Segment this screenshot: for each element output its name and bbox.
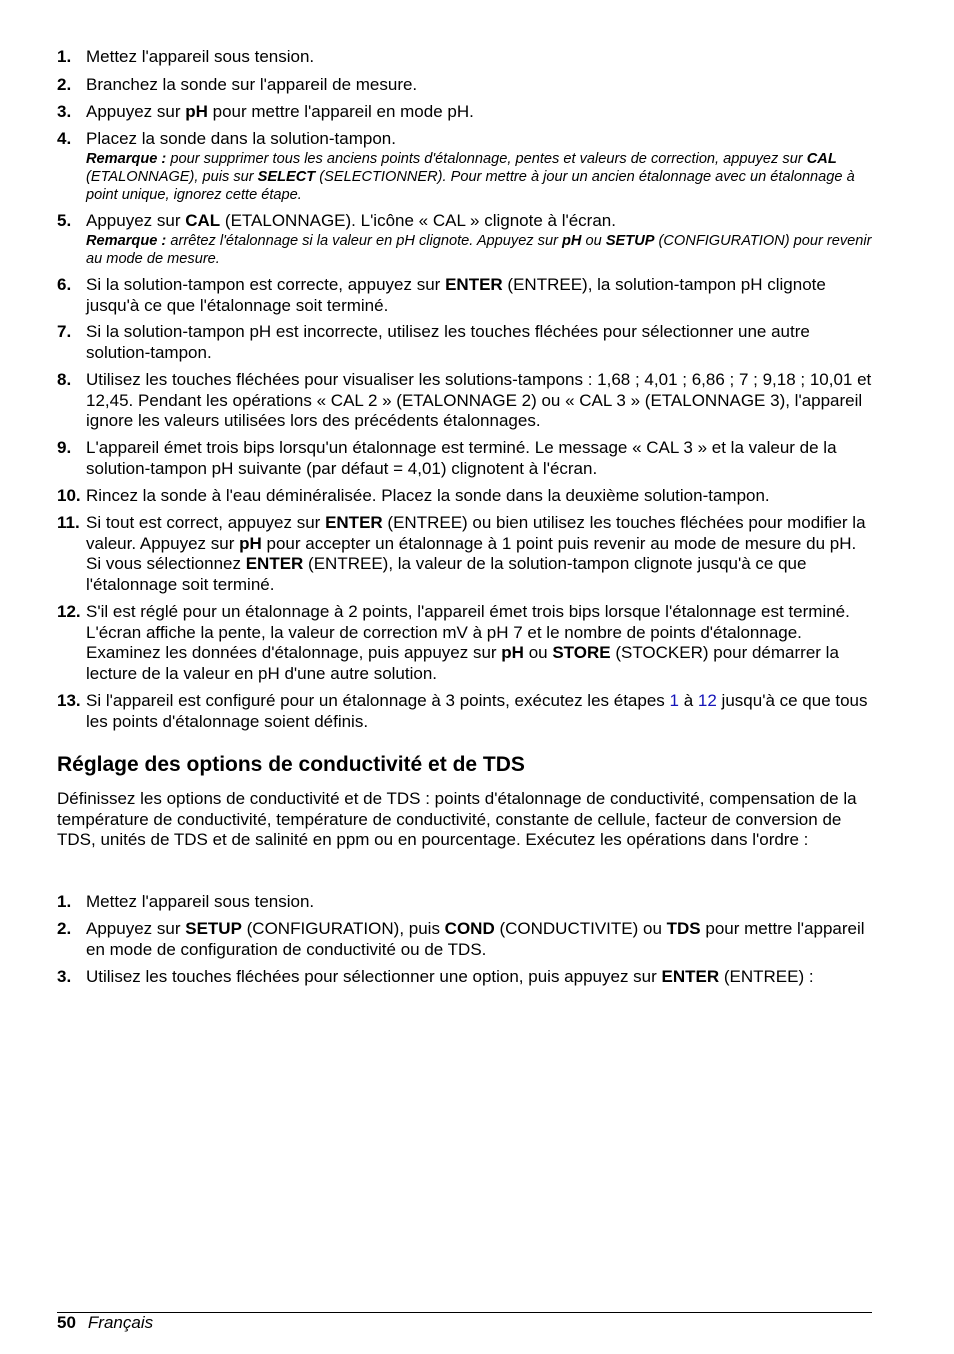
list-item: 11. Si tout est correct, appuyez sur ENTER (ENTREE) ou bien utilisez les touches fléchées pour modifier la valeur. Appuyez sur pH pour accepter un étalonnage à 1 point puis revenir au mode de mesure du pH. Si vous sélectionnez ENTER (ENTREE), la valeur de la solution-tampon clignote jusqu'à ce que l'étalonnage soit terminé. [57, 513, 866, 594]
step-number: 8. [57, 370, 72, 389]
list-item: 4. Placez la sonde dans la solution-tampon. Remarque : pour supprimer tous les anciens points d'étalonnage, pentes et valeurs de correction, appuyez sur CAL (ETALONNAGE), puis sur SELECT (SELECTIONNER). Pour mettre à jour un ancien étalonnage avec un étalonnage à point unique, ignorez cette étape. [57, 129, 872, 204]
list-item: 10. Rincez la sonde à l'eau déminéralisée. Placez la sonde dans la deuxième solution-tampon. [57, 486, 770, 505]
list-item: 3. Appuyez sur pH pour mettre l'appareil en mode pH. [57, 102, 474, 121]
step-number: 5. [57, 211, 72, 230]
remark-note: Remarque : pour supprimer tous les anciens points d'étalonnage, pentes et valeurs de correction, appuyez sur CAL (ETALONNAGE), puis sur SELECT (SELECTIONNER). Pour mettre à jour un ancien étalonnage avec un étalonnage à point unique, ignorez cette étape. [86, 150, 855, 203]
list-item: 12. S'il est réglé pour un étalonnage à 2 points, l'appareil émet trois bips lorsque l'étalonnage est terminé. L'écran affiche la pente, la valeur de correction mV à pH 7 et le nombre de points d'étalonnage. Examinez les données d'étalonnage, puis appuyez sur pH ou STORE (STOCKER) pour démarrer la lecture de la valeur en pH d'une autre solution. [57, 602, 850, 683]
list-item: 1. Mettez l'appareil sous tension. [57, 47, 315, 66]
step-number: 7. [57, 322, 72, 341]
remark-note: Remarque : arrêtez l'étalonnage si la valeur en pH clignote. Appuyez sur pH ou SETUP (CONFIGURATION) pour revenir au mode de mesure. [86, 232, 872, 267]
list-item: 2. Appuyez sur SETUP (CONFIGURATION), puis COND (CONDUCTIVITE) ou TDS pour mettre l'appareil en mode de configuration de conductivité ou de TDS. [57, 919, 865, 959]
step-number: 4. [57, 129, 72, 148]
list-item: 5. Appuyez sur CAL (ETALONNAGE). L'icône « CAL » clignote à l'écran. Remarque : arrêtez l'étalonnage si la valeur en pH clignote. Appuyez sur pH ou SETUP (CONFIGURATION) pour revenir au mode de mesure. [57, 211, 872, 267]
step-number: 9. [57, 438, 72, 457]
page-number: 50 [57, 1313, 76, 1332]
step-number: 3. [57, 967, 72, 986]
step-number: 13. [57, 691, 81, 710]
footer-divider [57, 1312, 872, 1313]
step-number: 11. [57, 513, 80, 532]
step-link-12[interactable]: 12 [697, 691, 717, 710]
list-item: 3. Utilisez les touches fléchées pour sélectionner une option, puis appuyez sur ENTER (ENTREE) : [57, 967, 814, 986]
step-number: 12. [57, 602, 81, 621]
list-item: 1. Mettez l'appareil sous tension. [57, 892, 315, 911]
step-number: 1. [57, 892, 72, 911]
list-item: 8. Utilisez les touches fléchées pour visualiser les solutions-tampons : 1,68 ; 4,01 ; 6,86 ; 7 ; 9,18 ; 10,01 et 12,45. Pendant les opérations « CAL 2 » (ETALONNAGE 2) ou « CAL 3 » (ETALONNAGE 3), l'appareil ignore les valeurs utilisées lors des précédents étalonnages. [57, 370, 872, 430]
step-number: 2. [57, 75, 72, 94]
list-item: 13. Si l'appareil est configuré pour un étalonnage à 3 points, exécutez les étapes 1 à 12 jusqu'à ce que tous les points d'étalonnage soient définis. [57, 691, 868, 731]
list-item: 9. L'appareil émet trois bips lorsqu'un étalonnage est terminé. Le message « CAL 3 » et la valeur de la solution-tampon pH suivante (par défaut = 4,01) clignotent à l'écran. [57, 438, 837, 478]
step-number: 6. [57, 275, 72, 294]
section-heading: Réglage des options de conductivité et de TDS [57, 753, 525, 776]
footer-language: Français [87, 1313, 154, 1332]
page-footer [57, 1313, 153, 1333]
list-item: 2. Branchez la sonde sur l'appareil de mesure. [57, 75, 418, 94]
step-number: 2. [57, 919, 72, 938]
step-number: 3. [57, 102, 72, 121]
step-number: 1. [57, 47, 72, 66]
list-item: 7. Si la solution-tampon pH est incorrecte, utilisez les touches fléchées pour sélectionner une autre solution-tampon. [57, 322, 810, 362]
step-link-1[interactable]: 1 [669, 691, 679, 710]
list-item: 6. Si la solution-tampon est correcte, appuyez sur ENTER (ENTREE), la solution-tampon pH clignote jusqu'à ce que l'étalonnage soit terminé. [57, 275, 826, 315]
step-number: 10. [57, 486, 81, 505]
intro-paragraph: Définissez les options de conductivité et de TDS : points d'étalonnage de conductivité, compensation de la température de conductivité, température de conductivité, constante de cellule, facteur de conversion de TDS, unités de TDS et de salinité en ppm ou en pourcentage. Exécutez les opérations dans l'ordre : [57, 789, 857, 849]
